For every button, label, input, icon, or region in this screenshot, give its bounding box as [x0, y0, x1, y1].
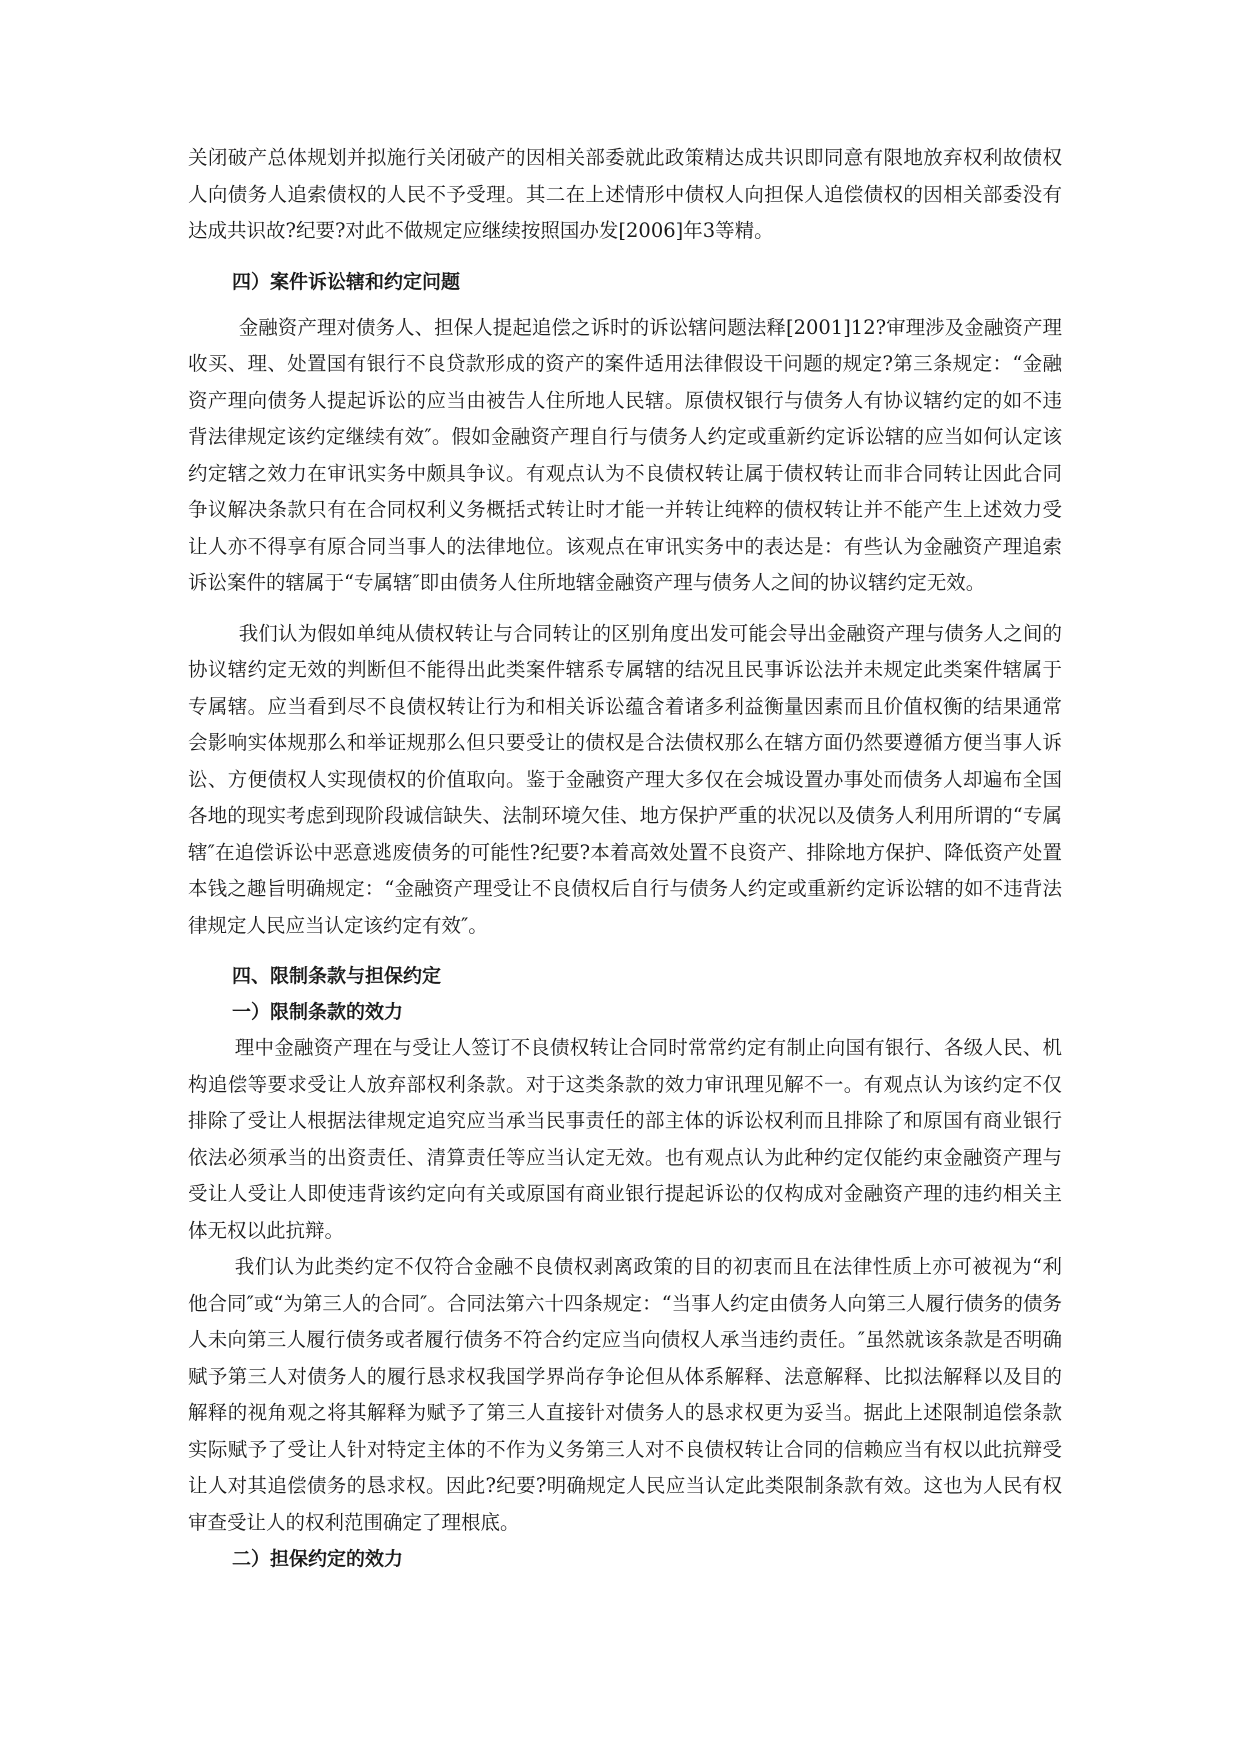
subsection-heading-guarantee-effect: 二）担保约定的效力	[232, 1548, 404, 1570]
paragraph-5: 我们认为此类约定不仅符合金融不良债权剥离政策的目的初衷而且在法律性质上亦可被视为“利他合同″或“为第三人的合同″。合同法第六十四条规定：“当事人约定由债务人向第三人履行债务的债务人未向第三人履行债务或者履行债务不符合约定应当向债权人承当违约责任。″虽然就该条款是否明确赋予第三人对债务人的履行恳求权我国学界尚存争论但从体系解释、法意解释、比拟法解释以及目的解释的视角观之将其解释为赋予了第三人直接针对债务人的恳求权更为妥当。据此上述限制追偿条款实际赋予了受让人针对特定主体的不作为义务第三人对不良债权转让合同的信赖应当有权以此抗辩受让人对其追偿债务的恳求权。因此?纪要?明确规定人民应当认定此类限制条款有效。这也为人民有权审查受让人的权利范围确定了理根底。	[188, 1255, 1062, 1534]
paragraph-4: 理中金融资产理在与受让人签订不良债权转让合同时常常约定有制止向国有银行、各级人民、机构追偿等要求受让人放弃部权利条款。对于这类条款的效力审讯理见解不一。有观点认为该约定不仅排除了受让人根据法律规定追究应当承当民事责任的部主体的诉讼权利而且排除了和原国有商业银行依法必须承当的出资责任、清算责任等应当认定无效。也有观点认为此种约定仅能约束金融资产理与受让人受让人即使违背该约定向有关或原国有商业银行提起诉讼的仅构成对金融资产理的违约相关主体无权以此抗辩。	[188, 1036, 1062, 1242]
document-body	[188, 140, 1062, 1577]
paragraph-1: 关闭破产总体规划并拟施行关闭破产的因相关部委就此政策精达成共识即同意有限地放弃权利故债权人向债务人追索债权的人民不予受理。其二在上述情形中债权人向担保人追偿债权的因相关部委没有达成共识故?纪要?对此不做规定应继续按照国办发[2006]年3等精。	[188, 146, 1062, 242]
section-heading-restrictions: 四、限制条款与担保约定	[232, 965, 442, 987]
section-heading-jurisdiction: 四）案件诉讼辖和约定问题	[232, 270, 461, 293]
subsection-heading-restriction-effect: 一）限制条款的效力	[232, 1001, 404, 1023]
paragraph-3: 我们认为假如单纯从债权转让与合同转让的区别角度出发可能会导出金融资产理与债务人之间的协议辖约定无效的判断但不能得出此类案件辖系专属辖的结况且民事诉讼法并未规定此类案件辖属于专属辖。应当看到尽不良债权转让行为和相关诉讼蕴含着诸多利益衡量因素而且价值权衡的结果通常会影响实体规那么和举证规那么但只要受让的债权是合法债权那么在辖方面仍然要遵循方便当事人诉讼、方便债权人实现债权的价值取向。鉴于金融资产理大多仅在会城设置办事处而债务人却遍布全国各地的现实考虑到现阶段诚信缺失、法制环境欠佳、地方保护严重的状况以及债务人利用所谓的“专属辖″在追偿诉讼中恶意逃废债务的可能性?纪要?本着高效处置不良资产、排除地方保护、降低资产处置本钱之趣旨明确规定：“金融资产理受让不良债权后自行与债务人约定或重新约定诉讼辖的如不违背法律规定人民应当认定该约定有效″。	[188, 621, 1062, 937]
paragraph-2: 金融资产理对债务人、担保人提起追偿之诉时的诉讼辖问题法释[2001]12?审理涉及金融资产理收买、理、处置国有银行不良贷款形成的资产的案件适用法律假设干问题的规定?第三条规定：“金融资产理向债务人提起诉讼的应当由被告人住所地人民辖。原债权银行与债务人有协议辖约定的如不违背法律规定该约定继续有效″。假如金融资产理自行与债务人约定或重新约定诉讼辖的应当如何认定该约定辖之效力在审讯实务中颇具争议。有观点认为不良债权转让属于债权转让而非合同转让因此合同争议解决条款只有在合同权利义务概括式转让时才能一并转让纯粹的债权转让并不能产生上述效力受让人亦不得享有原合同当事人的法律地位。该观点在审讯实务中的表达是：有些认为金融资产理追索诉讼案件的辖属于“专属辖″即由债务人住所地辖金融资产理与债务人之间的协议辖约定无效。	[188, 315, 1062, 594]
